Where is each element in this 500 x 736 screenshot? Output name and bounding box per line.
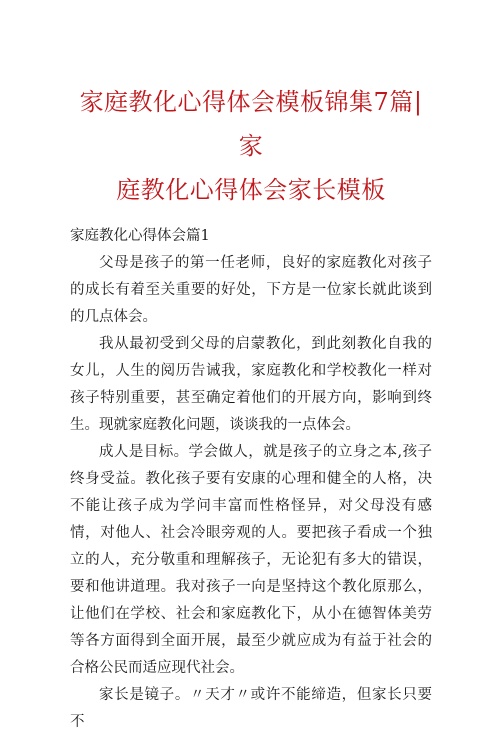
document-title bbox=[70, 80, 432, 212]
section-heading: 家庭教化心得体会篇1 bbox=[70, 228, 210, 244]
paragraph-4: 家长是镜子。〃天才〃或许不能缔造，但家长只要不 bbox=[70, 687, 432, 730]
paragraph-1: 父母是孩子的第一任老师，良好的家庭教化对孩子的成长有着至关重要的好处，下方是一位家长就此谈到的几点体会。 bbox=[70, 255, 432, 325]
paragraph-2: 我从最初受到父母的启蒙教化，到此刻教化自我的女儿，人生的阅历告诫我，家庭教化和学校教化一样对孩子特别重要，甚至确定着他们的开展方向，影响到终生。现就家庭教化问题，谈谈我的一点体会。 bbox=[70, 336, 432, 433]
title-line-2: 庭教化心得体会家长模板 bbox=[116, 176, 386, 204]
title-line-1: 家庭教化心得体会模板锦集7篇|家 bbox=[79, 88, 423, 160]
paragraph-3: 成人是目标。学会做人，就是孩子的立身之本,孩子终身受益。教化孩子要有安康的心理和健全的人格，决不能让孩子成为学问丰富而性格怪异，对父母没有感情，对他人、社会冷眼旁观的人。要把孩子看成一个独立的人，充分敬重和理解孩子，无论犯有多大的错误，要和他讲道理。我对孩子一向是坚持这个教化原那么，让他们在学校、社会和家庭教化下，从小在德智体美劳等各方面得到全面开展，最至少就应成为有益于社会的合格公民而适应现代社会。 bbox=[70, 444, 432, 676]
